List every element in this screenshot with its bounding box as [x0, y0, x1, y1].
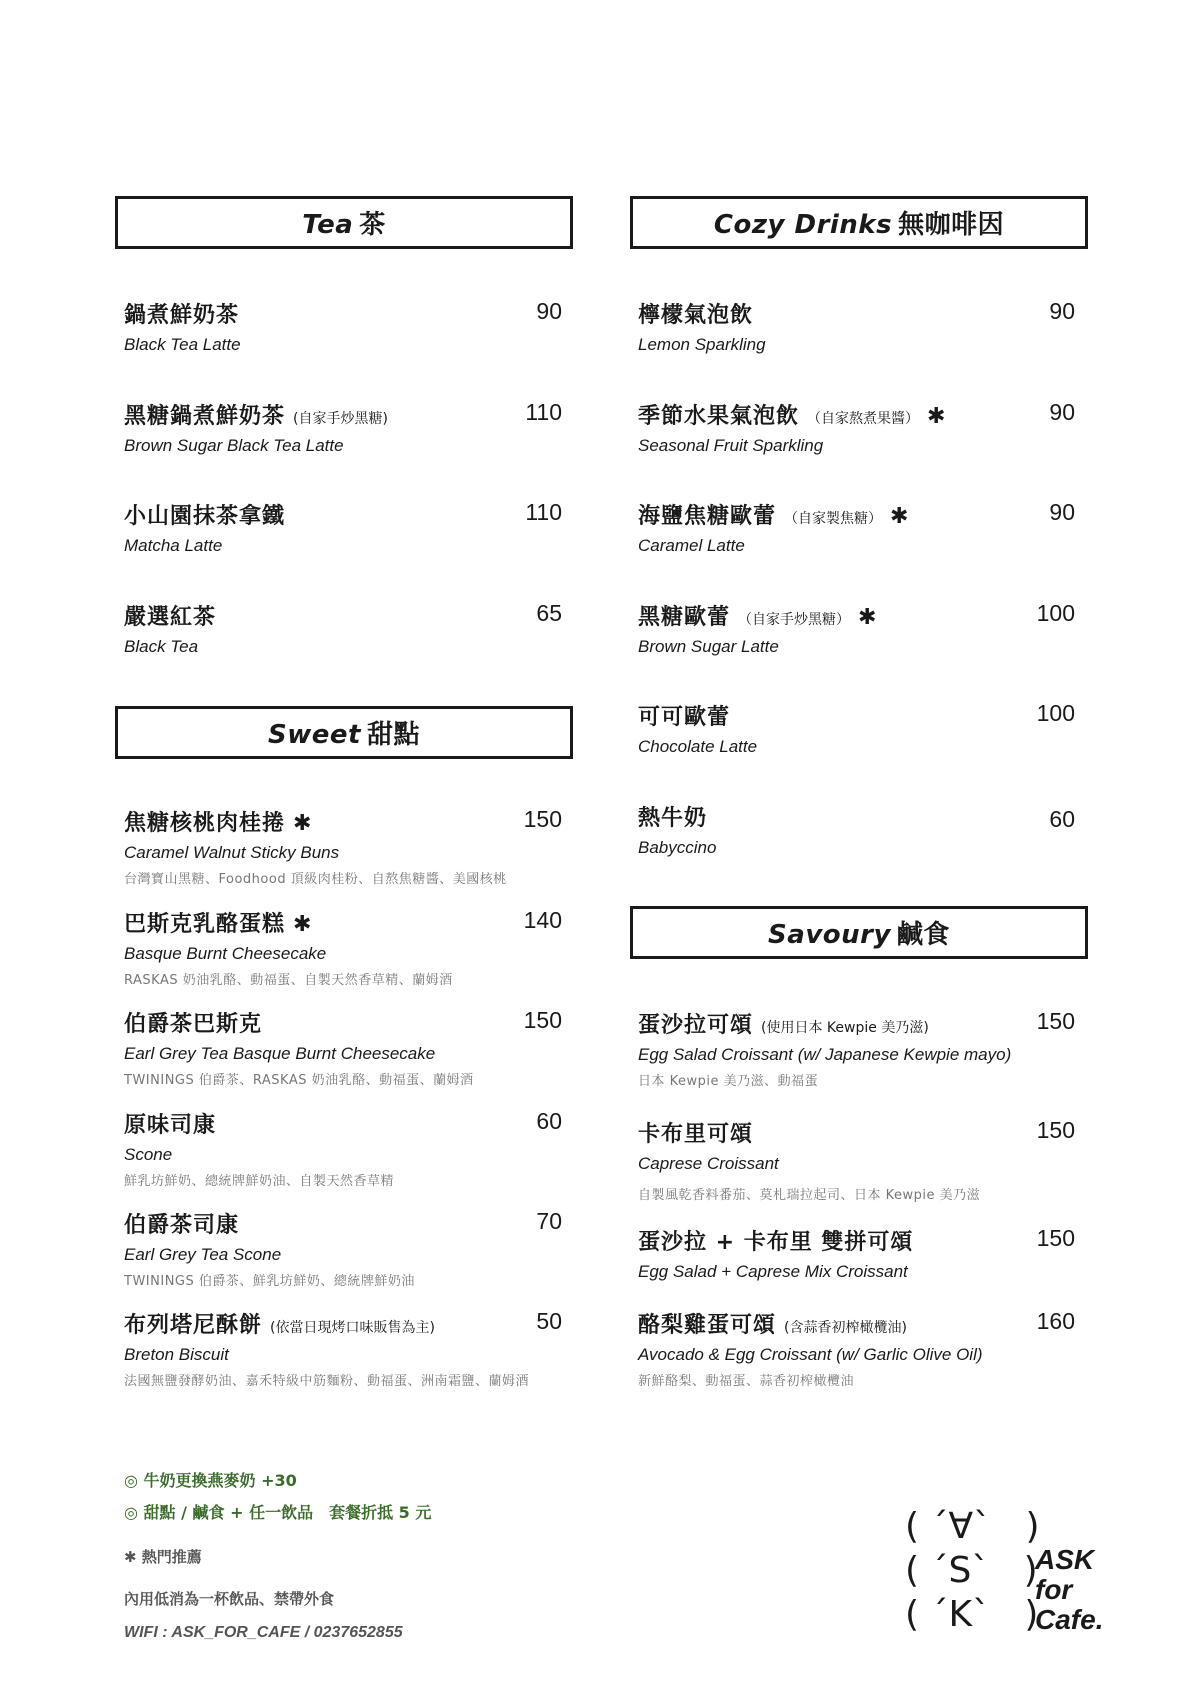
item-price: 110 [525, 399, 562, 425]
item-name: 蛋沙拉可頌 [638, 1013, 754, 1038]
item-name: 嚴選紅茶 [124, 605, 217, 630]
section-header-tea [115, 196, 573, 249]
item-name: 布列塔尼酥餅 [124, 1313, 263, 1338]
item-english-name: Caramel Walnut Sticky Buns [124, 843, 340, 862]
item-note: (使用日本 Kewpie 美乃滋) [761, 1020, 929, 1036]
popular-star-icon: ✱ [890, 504, 909, 529]
item-english-name: Matcha Latte [124, 536, 223, 555]
menu-item [124, 806, 507, 887]
item-english-name: Earl Grey Tea Basque Burnt Cheesecake [124, 1044, 436, 1063]
menu-item [124, 298, 241, 355]
item-ingredients: TWININGS 伯爵茶、RASKAS 奶油乳酪、動福蛋、蘭姆酒 [124, 1073, 474, 1088]
item-name: 焦糖核桃肉桂捲 [124, 811, 286, 836]
item-name: 伯爵茶巴斯克 [124, 1012, 263, 1037]
section-title-zh: 甜點 [366, 720, 420, 750]
logo-brand-line: Cafe. [1035, 1604, 1104, 1635]
item-note: (依當日現烤口味販售為主) [270, 1320, 435, 1336]
item-english-name: Black Tea Latte [124, 335, 241, 354]
menu-item [124, 1007, 474, 1088]
item-name: 季節水果氣泡飲 [638, 404, 800, 429]
menu-item [638, 399, 945, 456]
menu-item [638, 1308, 983, 1389]
item-price: 60 [536, 1108, 562, 1134]
menu-item [124, 600, 216, 657]
item-price: 100 [1036, 700, 1075, 726]
item-english-name: Babyccino [638, 838, 717, 857]
ask-for-cafe-logo [905, 1505, 1115, 1645]
item-english-name: Breton Biscuit [124, 1345, 229, 1364]
section-title-zh: 無咖啡因 [898, 210, 1005, 240]
item-price: 60 [1049, 806, 1075, 832]
item-price: 150 [1036, 1008, 1075, 1034]
menu-item [638, 1117, 980, 1203]
item-name: 蛋沙拉 + 卡布里 雙拼可頌 [638, 1230, 914, 1255]
menu-item [638, 499, 908, 556]
item-name: 卡布里可頌 [638, 1122, 754, 1147]
popular-star-icon: ✱ [927, 404, 946, 429]
item-ingredients: 鮮乳坊鮮奶、總統牌鮮奶油、自製天然香草精 [124, 1174, 395, 1189]
item-price: 65 [536, 600, 562, 626]
item-ingredients: RASKAS 奶油乳酪、動福蛋、自製天然香草精、蘭姆酒 [124, 973, 453, 988]
item-name: 黑糖歐蕾 [638, 605, 731, 630]
item-english-name: Scone [124, 1145, 173, 1164]
item-note: (含蒜香初榨橄欖油) [784, 1320, 907, 1336]
logo-face-2: ( ´S` ) [905, 1550, 1038, 1591]
item-ingredients: 日本 Kewpie 美乃滋、動福蛋 [638, 1074, 819, 1089]
menu-item [638, 600, 876, 657]
item-ingredients: 台灣寶山黑糖、Foodhood 頂級肉桂粉、自熬焦糖醬、美國核桃 [124, 872, 507, 887]
item-price: 160 [1036, 1308, 1075, 1334]
section-header-cozy-drinks [630, 196, 1088, 249]
item-price: 70 [536, 1208, 562, 1234]
menu-item [124, 499, 285, 556]
section-title-en: Savoury [768, 920, 891, 950]
item-name: 檸檬氣泡飲 [638, 303, 754, 328]
menu-item [124, 1208, 415, 1289]
item-english-name: Black Tea [124, 637, 199, 656]
menu-item [124, 1308, 529, 1389]
section-header-sweet [115, 706, 573, 759]
section-title-en: Cozy Drinks [713, 210, 893, 240]
logo-face-3: ( ´K` ) [905, 1594, 1039, 1635]
item-price: 150 [523, 806, 562, 832]
item-name: 熱牛奶 [638, 806, 708, 831]
popular-legend: ✱ 熱門推薦 [124, 1548, 202, 1566]
item-english-name: Earl Grey Tea Scone [124, 1245, 282, 1264]
item-note: （自家手炒黑糖） [738, 612, 851, 628]
item-english-name: Seasonal Fruit Sparkling [638, 436, 824, 455]
item-english-name: Brown Sugar Black Tea Latte [124, 436, 344, 455]
item-price: 150 [523, 1007, 562, 1033]
item-price: 140 [523, 907, 562, 933]
section-title-zh: 鹹食 [896, 920, 950, 950]
menu-item [638, 1008, 1011, 1089]
logo-brand-line: ASK [1035, 1544, 1095, 1575]
item-ingredients: 法國無鹽發酵奶油、嘉禾特級中筋麵粉、動福蛋、洲南霜鹽、蘭姆酒 [124, 1374, 530, 1389]
menu-item [638, 1225, 913, 1282]
item-price: 90 [1049, 499, 1075, 525]
item-price: 90 [536, 298, 562, 324]
item-english-name: Lemon Sparkling [638, 335, 766, 354]
item-name: 海鹽焦糖歐蕾 [638, 504, 777, 529]
item-note: （自家熬煮果醬） [807, 411, 920, 427]
minimum-charge-note: 內用低消為一杯飲品、禁帶外食 [124, 1590, 335, 1608]
item-note: (自家手炒黑糖) [293, 411, 388, 427]
item-english-name: Avocado & Egg Croissant (w/ Garlic Olive Oil) [638, 1345, 983, 1364]
item-price: 90 [1049, 298, 1075, 324]
popular-star-icon: ✱ [293, 912, 312, 937]
item-ingredients: 新鮮酪梨、動福蛋、蒜香初榨橄欖油 [638, 1374, 855, 1389]
logo-face-1: ( ´∀` ) [905, 1506, 1040, 1547]
section-title-en: Sweet [268, 720, 361, 750]
popular-star-icon: ✱ [858, 605, 877, 630]
item-english-name: Caramel Latte [638, 536, 745, 555]
section-title-zh: 茶 [359, 210, 386, 240]
item-ingredients: TWININGS 伯爵茶、鮮乳坊鮮奶、總統牌鮮奶油 [124, 1274, 415, 1289]
item-english-name: Brown Sugar Latte [638, 637, 779, 656]
item-name: 可可歐蕾 [638, 705, 731, 730]
menu-item [638, 801, 716, 858]
menu-item [638, 700, 757, 757]
item-name: 原味司康 [124, 1113, 217, 1138]
item-english-name: Egg Salad Croissant (w/ Japanese Kewpie mayo) [638, 1045, 1012, 1064]
item-english-name: Caprese Croissant [638, 1154, 779, 1173]
item-price: 150 [1036, 1117, 1075, 1143]
item-name: 巴斯克乳酪蛋糕 [124, 912, 286, 937]
menu-item [124, 907, 453, 988]
item-name: 黑糖鍋煮鮮奶茶 [124, 404, 286, 429]
section-title-en: Tea [302, 210, 354, 240]
item-english-name: Egg Salad + Caprese Mix Croissant [638, 1262, 908, 1281]
item-price: 50 [536, 1308, 562, 1334]
item-english-name: Basque Burnt Cheesecake [124, 944, 327, 963]
popular-star-icon: ✱ [293, 811, 312, 836]
item-note: （自家製焦糖） [784, 511, 883, 527]
item-price: 90 [1049, 399, 1075, 425]
item-price: 100 [1036, 600, 1075, 626]
menu-item [124, 399, 388, 456]
item-name: 小山園抹茶拿鐵 [124, 504, 286, 529]
menu-item [124, 1108, 394, 1189]
item-price: 150 [1036, 1225, 1075, 1251]
item-ingredients: 自製風乾香料番茄、莫札瑞拉起司、日本 Kewpie 美乃滋 [638, 1188, 981, 1203]
item-name: 鍋煮鮮奶茶 [124, 303, 240, 328]
wifi-info: WIFI : ASK_FOR_CAFE / 0237652855 [124, 1624, 403, 1641]
oat-milk-note: ◎ 牛奶更換燕麥奶 +30 [124, 1471, 297, 1490]
combo-discount-note: ◎ 甜點 / 鹹食 + 任一飲品 套餐折抵 5 元 [124, 1503, 432, 1522]
item-english-name: Chocolate Latte [638, 737, 758, 756]
item-name: 酪梨雞蛋可頌 [638, 1313, 777, 1338]
menu-item [638, 298, 766, 355]
item-price: 110 [525, 499, 562, 525]
section-header-savoury [630, 906, 1088, 959]
logo-brand-line: for [1035, 1574, 1073, 1605]
item-name: 伯爵茶司康 [124, 1213, 240, 1238]
logo-brand-text [1035, 1545, 1103, 1635]
